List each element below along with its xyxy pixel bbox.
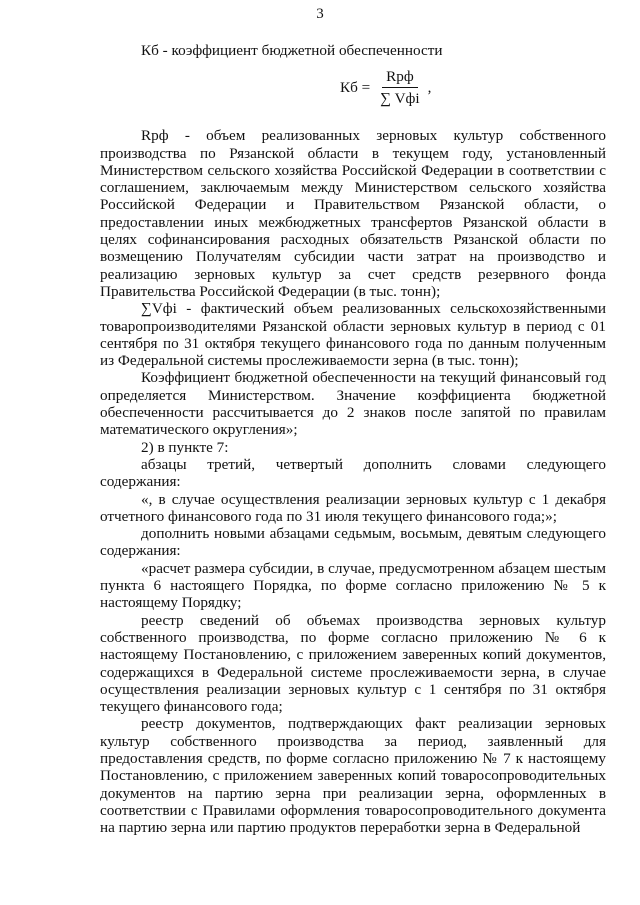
paragraph: реестр документов, подтверждающих факт реализации зерновых культур собственного производства за период, заявленный для предоставления средств, по форме согласно приложению № 7 к настоящему Постановлению, с приложением заверенных копий товаросопроводительных документов на партию зерна при реализации зерна, оформленных в соответствии с Правилами оформления товаросопроводительного документа на партию зерна или партию продуктов переработки зерна в Федеральной [100,715,606,837]
paragraph: ∑Vфi - фактический объем реализованных сельскохозяйственными товаропроизводителями Рязанской области зерновых культур в период с 01 сентября по 31 октября текущего финансового года по данным полученным из Федеральной системы прослеживаемости зерна (в тыс. тонн); [100,300,606,370]
page-number: 3 [316,6,324,22]
formula-fraction [376,68,423,108]
formula-tail: , [427,78,432,96]
paragraph: абзацы третий, четвертый дополнить словами следующего содержания: [100,455,606,491]
paragraph: «, в случае осуществления реализации зерновых культур с 1 декабря отчетного финансового года по 31 июля текущего финансового года;»; [100,490,606,525]
paragraph: реестр сведений об объемах производства зерновых культур собственного производства, по форме согласно приложению № 6 к настоящему Постановлению, с приложением заверенных копий документов, содержащихся в Федеральной системе прослеживаемости зерна, в случае осуществления реализации зерновых культур с 1 сентября по 31 октября текущего финансового года; [100,611,606,716]
document-body [100,42,606,836]
paragraph: «расчет размера субсидии, в случае, предусмотренном абзацем шестым пункта 6 настоящего Порядка, по форме согласно приложению № 5 к настоящему Порядку; [100,559,606,612]
formula-denominator: ∑ Vфi [380,89,420,107]
coefficient-definition: Кб - коэффициент бюджетной обеспеченности [141,42,443,59]
paragraph: Rрф - объем реализованных зерновых культур собственного производства по Рязанской области в текущем году, установленный Министерством сельского хозяйства Российской Федерации в соответствии с соглашением, заключаемым между Министерством сельского хозяйства Российской Федерации и Правительством Рязанской области, о предоставлении иных межбюджетных трансфертов Рязанской области в целях софинансирования расходных обязательств Рязанской области по возмещению Получателям субсидии части затрат на производство и реализацию зерновых культур за счет средств резервного фонда Правительства Российской Федерации (в тыс. тонн); [100,127,606,300]
paragraph: 2) в пункте 7: [141,438,229,456]
formula-lhs: Кб = [340,78,371,96]
paragraph: дополнить новыми абзацами седьмым, восьмым, девятым следующего содержания: [100,525,606,560]
formula [340,65,606,109]
paragraph: Коэффициент бюджетной обеспеченности на текущий финансовый год определяется Министерством. Значение коэффициента бюджетной обеспеченности рассчитывается до 2 знаков после запятой по правилам математического округления»; [100,369,606,439]
formula-numerator: Rрф [382,68,418,88]
